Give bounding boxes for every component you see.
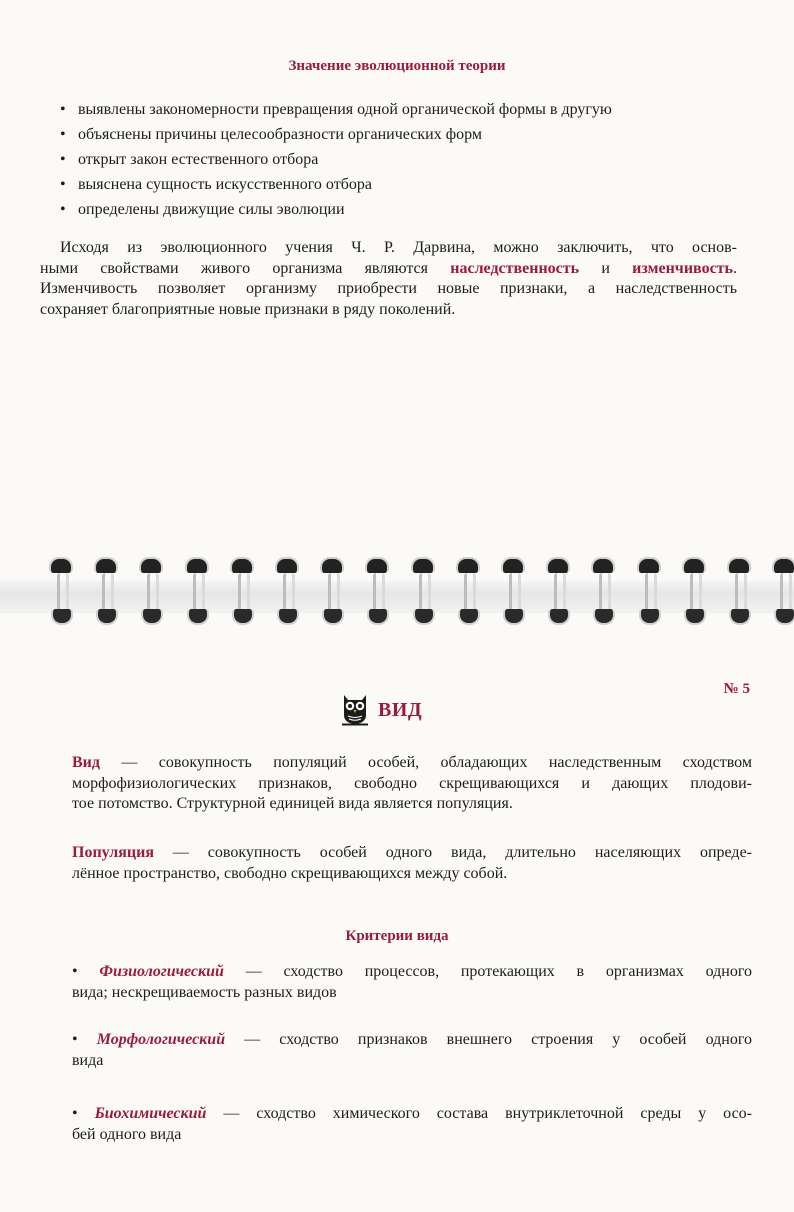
owl-icon [338, 689, 372, 732]
binding-ring [138, 555, 162, 635]
term-species: Вид [72, 754, 100, 771]
binding-ring [274, 555, 298, 635]
darwin-paragraph: Исходя из эволюционного учения Ч. Р. Дарвина, можно заключить, что основ- ными свойствами живого организма являются наследственность и изменчивость. Изменчивость позволяет организму приобрести новые признаки, а наследственность сохраняет благоприятные новые признаки в ряду поколений. [40, 239, 737, 318]
heading-evolution-theory-significance: Значение эволюционной теории [288, 58, 506, 74]
paragraph-line-properties: ными свойствами живого организма являются наследственность и изменчивость. [40, 259, 737, 277]
binding-ring [48, 555, 72, 635]
criterion-term: Биохимический [94, 1105, 207, 1122]
criterion-morphological: • Морфологический — сходство признаков внешнего строения у особей одного вида [72, 1031, 753, 1069]
significance-list [60, 97, 760, 222]
binding-ring [636, 555, 660, 635]
section-number: № 5 [723, 681, 750, 697]
term-heredity: наследственность [450, 259, 580, 277]
species-definition: Вид — совокупность популяций особей, обладающих наследственным сходством морфофизиологических признаков, свободно скрещивающихся и дающих плодови- тое потомство. Структурной единицей вида является популяция. [72, 754, 752, 812]
section-title-species [338, 690, 422, 730]
population-definition: Популяция — совокупность особей одного вида, длительно населяющих опреде- лённое пространство, свободно скрещивающихся между собой. [72, 844, 752, 882]
binding-ring [184, 555, 208, 635]
criterion-physiological: • Физиологический — сходство процессов, протекающих в организмах одного вида; нескрещиваемость разных видов [72, 963, 752, 1001]
list-item: • выявлены закономерности превращения одной органической формы в другую [60, 101, 612, 118]
list-item: • определены движущие силы эволюции [60, 201, 345, 218]
binding-ring [500, 555, 524, 635]
binding-ring [545, 555, 569, 635]
list-item: • открыт закон естественного отбора [60, 151, 319, 168]
binding-ring [726, 555, 750, 635]
binding-ring [319, 555, 343, 635]
binding-ring [410, 555, 434, 635]
binding-strip [0, 581, 794, 613]
criterion-biochemical: • Биохимический — сходство химического состава внутриклеточной среды у осо- бей одного вида [72, 1105, 753, 1143]
term-population: Популяция [72, 844, 154, 861]
section-title-text: ВИД [378, 698, 423, 721]
binding-ring [590, 555, 614, 635]
criterion-term: Физиологический [99, 963, 224, 980]
term-variability: изменчивость [632, 259, 733, 277]
criterion-term: Морфологический [96, 1031, 226, 1048]
binding-ring [681, 555, 705, 635]
list-item: • выяснена сущность искусственного отбора [60, 176, 372, 193]
binding-ring [364, 555, 388, 635]
binding-ring [229, 555, 253, 635]
list-item: • объяснены причины целесообразности органических форм [60, 126, 482, 143]
criteria-heading: Критерии вида [345, 928, 449, 944]
binding-ring [455, 555, 479, 635]
binding-ring [93, 555, 117, 635]
binding-ring [771, 555, 794, 635]
spiral-binding-icon [0, 555, 794, 635]
